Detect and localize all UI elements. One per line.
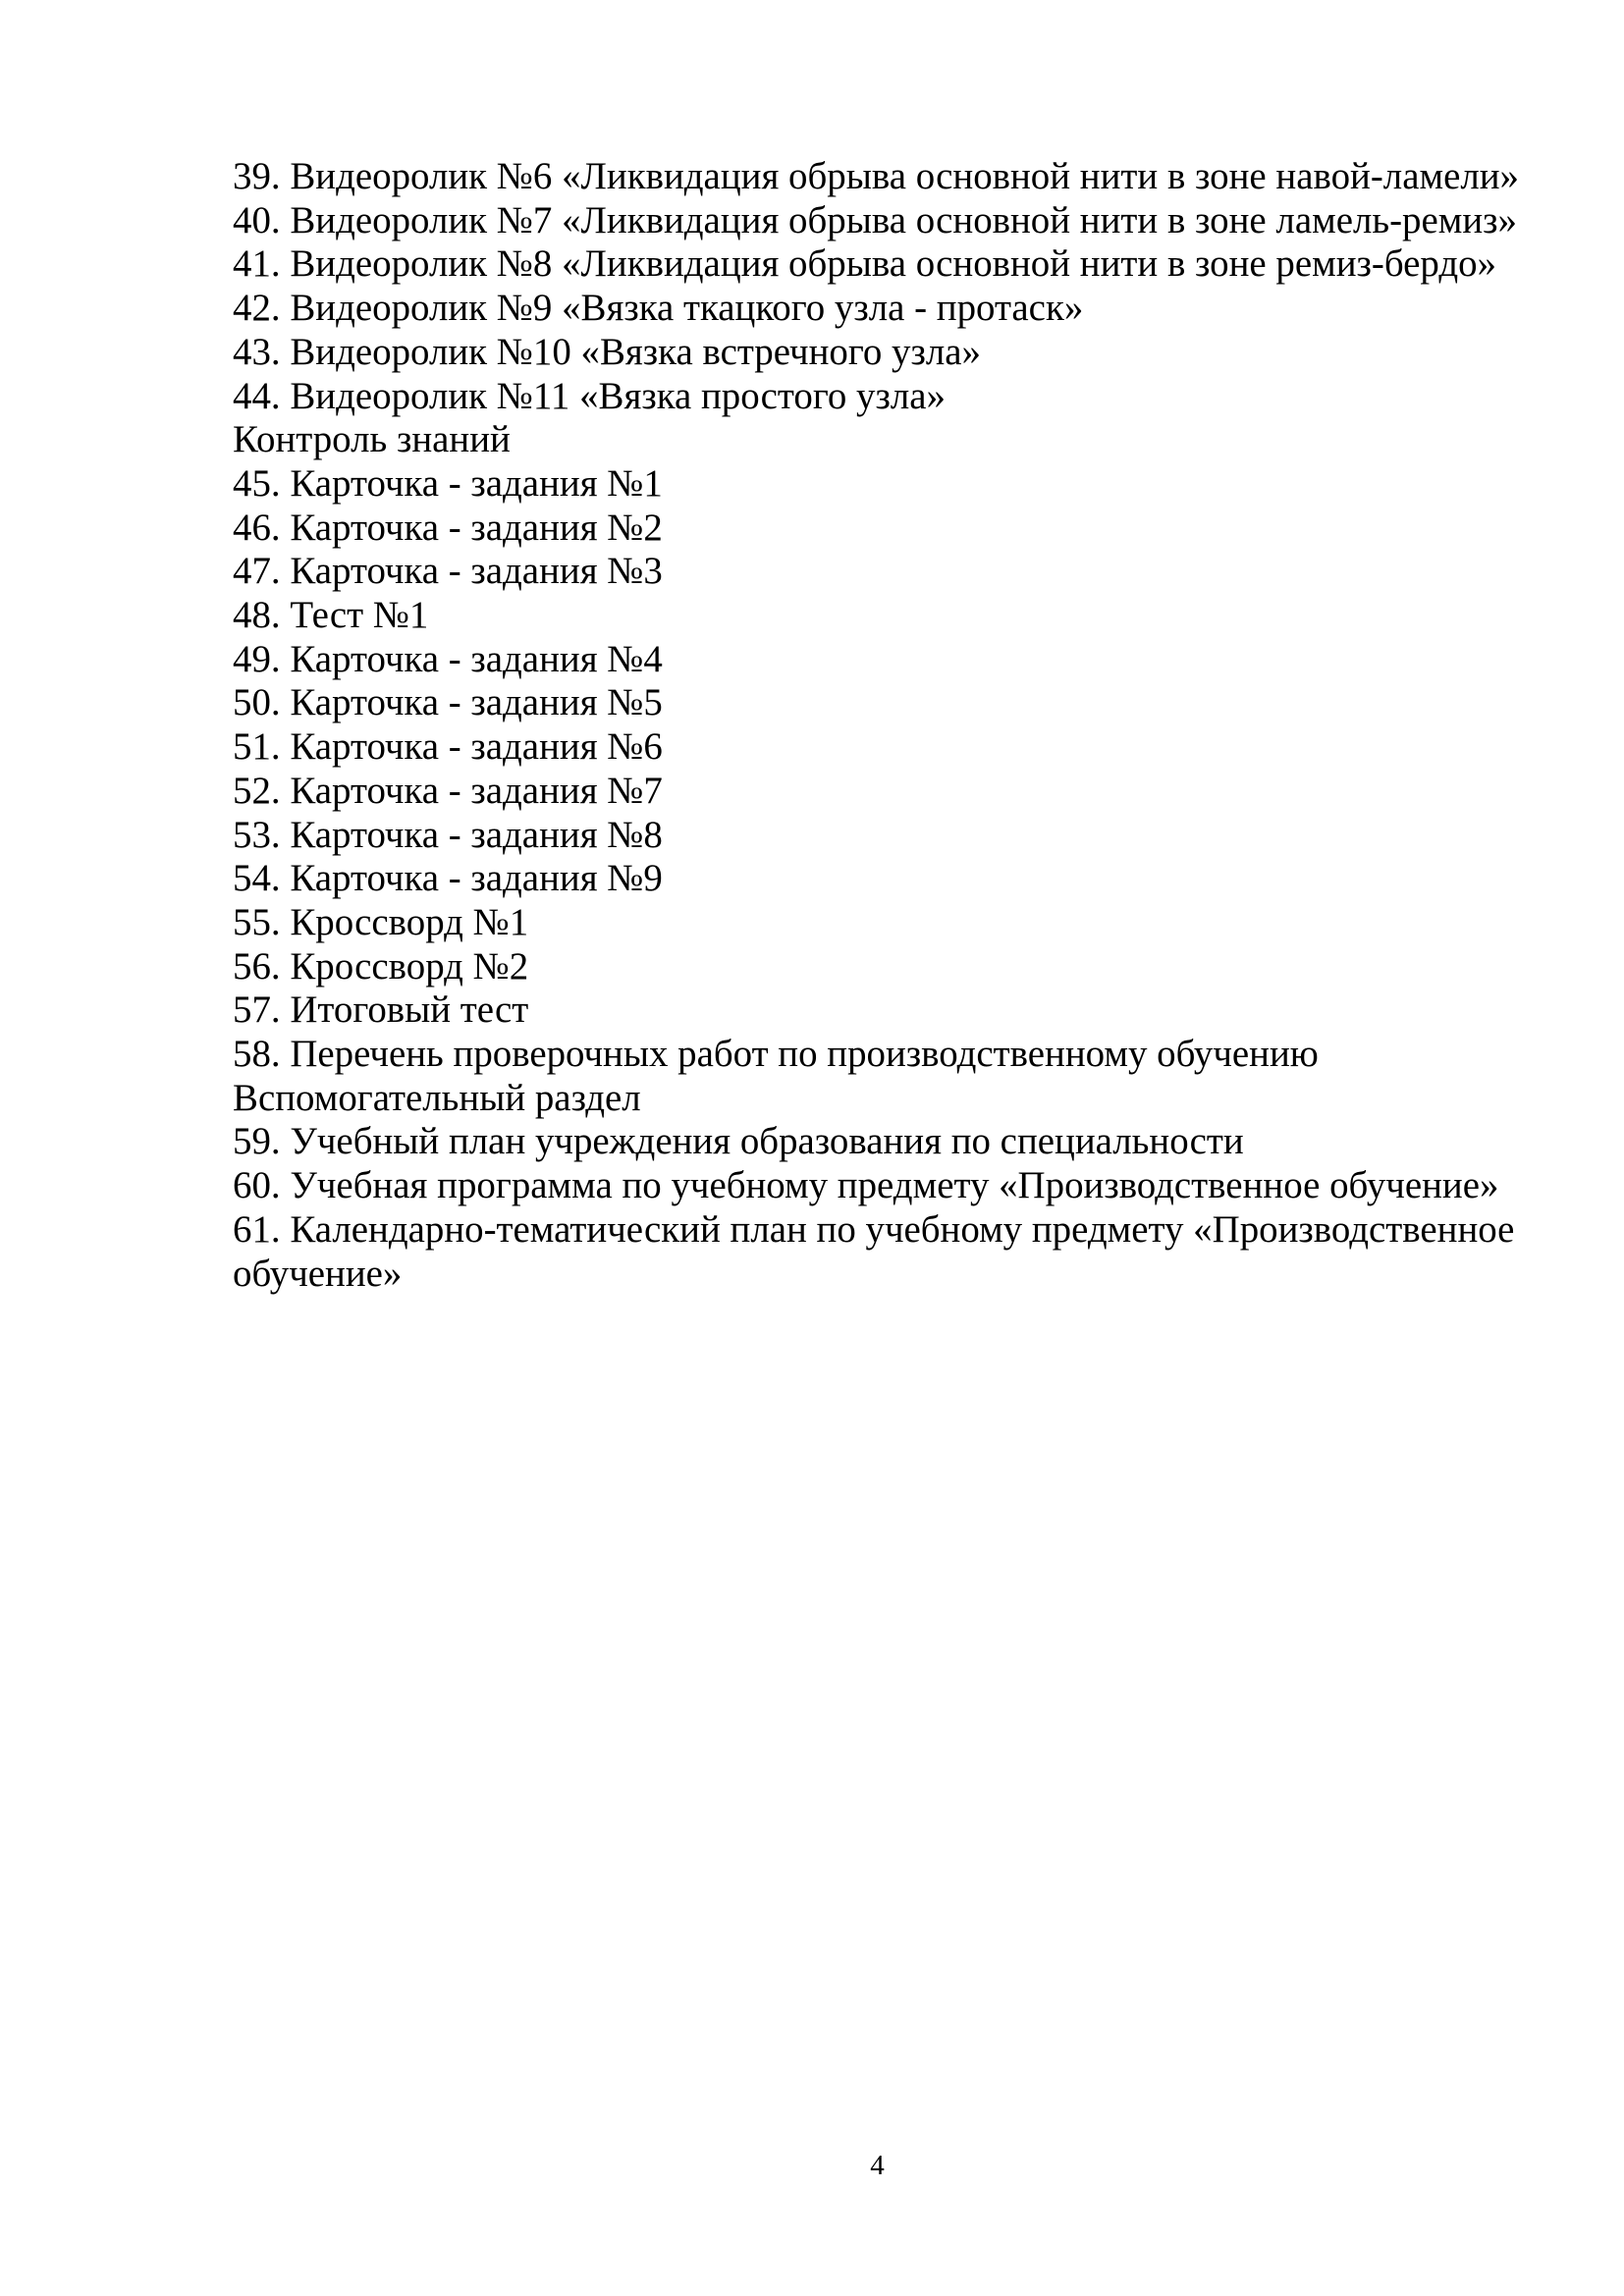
- list-item-41: 41. Видеоролик №8 «Ликвидация обрыва основной нити в зоне ремиз-бердо»: [233, 242, 1496, 286]
- list-item-53: 53. Карточка - задания №8: [233, 813, 663, 856]
- list-item-52: 52. Карточка - задания №7: [233, 769, 663, 812]
- list-item-50: 50. Карточка - задания №5: [233, 681, 663, 724]
- list-item-42: 42. Видеоролик №9 «Вязка ткацкого узла - протаск»: [233, 287, 1084, 330]
- list-item-49: 49. Карточка - задания №4: [233, 637, 663, 680]
- document-body: [233, 155, 1539, 1296]
- section-heading-knowledge-control: Контроль знаний: [233, 418, 511, 461]
- list-item-39: 39. Видеоролик №6 «Ликвидация обрыва основной нити в зоне навой-ламели»: [233, 155, 1519, 197]
- page-number: 4: [870, 2150, 885, 2181]
- list-item-40: 40. Видеоролик №7 «Ликвидация обрыва основной нити в зоне ламель-ремиз»: [233, 198, 1517, 241]
- list-item-55: 55. Кроссворд №1: [233, 900, 529, 943]
- list-item-60: 60. Учебная программа по учебному предмету «Производственное обучение»: [233, 1164, 1499, 1207]
- list-item-44: 44. Видеоролик №11 «Вязка простого узла»: [233, 374, 946, 417]
- list-item-51: 51. Карточка - задания №6: [233, 725, 663, 769]
- list-item-47: 47. Карточка - задания №3: [233, 550, 663, 593]
- list-item-54: 54. Карточка - задания №9: [233, 857, 663, 900]
- list-item-48: 48. Тест №1: [233, 594, 429, 637]
- list-item-43: 43. Видеоролик №10 «Вязка встречного узла»: [233, 330, 981, 373]
- list-item-46: 46. Карточка - задания №2: [233, 506, 663, 549]
- list-item-56: 56. Кроссворд №2: [233, 944, 529, 988]
- list-item-58: 58. Перечень проверочных работ по производственному обучению: [233, 1033, 1319, 1076]
- list-item-57: 57. Итоговый тест: [233, 988, 529, 1032]
- list-item-45: 45. Карточка - задания №1: [233, 461, 663, 505]
- section-heading-auxiliary: Вспомогательный раздел: [233, 1076, 641, 1119]
- list-item-59: 59. Учебный план учреждения образования по специальности: [233, 1120, 1244, 1163]
- list-item-61: 61. Календарно-тематический план по учебному предмету «Производственное обучение»: [233, 1207, 1515, 1295]
